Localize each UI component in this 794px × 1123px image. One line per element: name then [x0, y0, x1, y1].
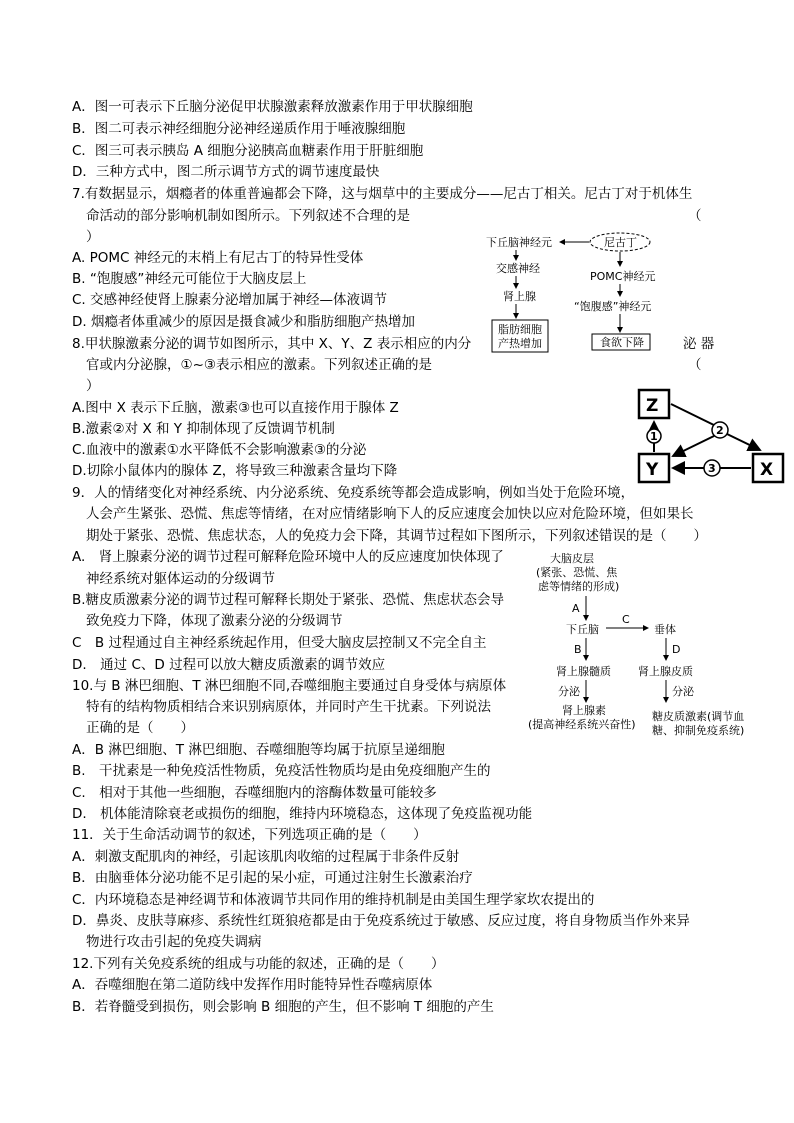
q9-option-a-line1: A. 肾上腺素分泌的调节过程可解释危险环境中人的反应速度加快体现了 [72, 549, 504, 565]
q8-hormone-1: 1 [650, 430, 658, 443]
q7-sympathetic: 交感神经 [496, 262, 540, 275]
q8-arrow-mid-x [727, 434, 760, 450]
q8-label-y: Y [646, 460, 659, 480]
q7-option-d: D. 烟瘾者体重减少的原因是摄食减少和脂肪细胞产热增加 [72, 314, 415, 330]
q8-hormone-3: 3 [708, 462, 716, 475]
q11-option-d-cont: 物进行攻击引起的免疫失调病 [86, 934, 262, 950]
q8-option-b: B.激素②对 X 和 Y 抑制体现了反馈调节机制 [72, 421, 335, 437]
q10-stem-line2: 特有的结构物质相结合来识别病原体，并同时产生干扰素。下列说法 [86, 699, 491, 715]
q9-stem-line1: 9．人的情绪变化对神经系统、内分泌系统、免疫系统等都会造成影响，例如当处于危险环境， [72, 485, 635, 501]
q8-arrow-mid-y [673, 436, 714, 456]
q9-cortex-line1: 大脑皮层 [550, 552, 594, 565]
q7-stem-line2: 命活动的部分影响机制如图所示。下列叙述不合理的是 [86, 208, 410, 224]
q9-option-d: D. 通过 C、D 过程可以放大糖皮质激素的调节效应 [72, 657, 386, 673]
q8-stem-line2: 官或内分泌腺，①~③表示相应的激素。下列叙述正确的是 [86, 357, 433, 373]
q7-paren-close: ） [86, 229, 100, 245]
q9-cortex-line3: 虑等情绪的形成) [538, 580, 620, 593]
q9-regulation-diagram [526, 548, 766, 744]
q9-pituitary: 垂体 [654, 623, 676, 636]
q9-stem-line2: 人会产生紧张、恐慌、焦虑等情绪，在对应情绪影响下人的反应速度会加快以应对危险环境，但如果长 [86, 506, 694, 522]
q9-option-b-line1: B.糖皮质激素分泌的调节过程可解释长期处于紧张、恐慌、焦虑状态会导 [72, 592, 505, 608]
q10-option-c: C. 相对于其他一些细胞，吞噬细胞内的溶酶体数量可能较多 [72, 785, 437, 801]
q10-stem-line1: 10.与 B 淋巴细胞、T 淋巴细胞不同,吞噬细胞主要通过自身受体与病原体 [72, 678, 507, 694]
q8-option-a: A.图中 X 表示下丘脑，激素③也可以直接作用于腺体 Z [72, 400, 399, 416]
q7-option-c: C. 交感神经使肾上腺素分泌增加属于神经—体液调节 [72, 292, 388, 308]
q9-secrete2: 分泌 [672, 685, 694, 698]
q8-option-d: D.切除小鼠体内的腺体 Z，将导致三种激素含量均下降 [72, 463, 398, 479]
q9-option-a-line2: 神经系统对躯体运动的分级调节 [86, 571, 275, 587]
q10-option-d: D. 机体能清除衰老或损伤的细胞，维持内环境稳态，这体现了免疫监视功能 [72, 806, 533, 822]
q11-option-d: D．鼻炎、皮肤荨麻疹、系统性红斑狼疮都是由于免疫系统过于敏感、反应过度，将自身物质当作外来异 [72, 913, 690, 929]
q7-hypothalamus-neuron: 下丘脑神经元 [486, 236, 552, 249]
q8-paren-open: （ [688, 357, 702, 373]
q8-option-c: C.血液中的激素①水平降低不会影响激素③的分泌 [72, 442, 367, 458]
q11-option-b: B．由脑垂体分泌功能不足引起的呆小症，可通过注射生长激素治疗 [72, 870, 473, 886]
q11-option-c: C．内环境稳态是神经调节和体液调节共同作用的维持机制是由美国生理学家坎农提出的 [72, 892, 595, 908]
q8-stem-line1: 8.甲状腺激素分泌的调节如图所示，其中 X、Y、Z 表示相应的内分 [72, 336, 472, 352]
q8-hormone-2: 2 [716, 424, 724, 437]
q10-option-b: B. 干扰素是一种免疫活性物质，免疫活性物质均是由免疫细胞产生的 [72, 763, 491, 779]
q7-satiety: “饱腹感”神经元 [574, 300, 652, 313]
q7-nicotine-diagram [478, 228, 718, 358]
q9-label-c: C [622, 613, 630, 626]
q6-option-a: A．图一可表示下丘脑分泌促甲状腺激素释放激素作用于甲状腺细胞 [72, 99, 473, 115]
q12-option-b: B．若脊髓受到损伤，则会影响 B 细胞的产生，但不影响 T 细胞的产生 [72, 999, 494, 1015]
q6-option-d: D．三种方式中，图二所示调节方式的调节速度最快 [72, 164, 380, 180]
q9-adrenal-medulla: 肾上腺髓质 [556, 665, 611, 678]
q11-option-a: A．刺激支配肌肉的神经，引起该肌肉收缩的过程属于非条件反射 [72, 849, 460, 865]
q9-stem-line3: 期处于紧张、恐慌、焦虑状态，人的免疫力会下降，其调节过程如下图所示，下列叙述错误的是（ ） [86, 528, 707, 544]
q9-label-a: A [572, 602, 580, 615]
q7-appetite: 食欲下降 [600, 336, 644, 349]
q9-option-c: C B 过程通过自主神经系统起作用，但受大脑皮层控制又不完全自主 [72, 635, 487, 651]
q9-adrenaline: 肾上腺素 [562, 704, 606, 717]
q7-pomc: POMC神经元 [590, 270, 656, 283]
q8-label-x: X [760, 460, 774, 480]
q8-thyroid-diagram [630, 384, 790, 484]
q6-option-b: B．图二可表示神经细胞分泌神经递质作用于唾液腺细胞 [72, 121, 406, 137]
q7-nicotine: 尼古丁 [604, 236, 637, 249]
q9-secrete1: 分泌 [558, 685, 580, 698]
q10-stem-line3: 正确的是（ ） [86, 720, 194, 736]
q8-stem-tail: 泌 器 [683, 336, 715, 352]
q8-label-z: Z [646, 396, 659, 416]
q8-paren-close: ） [86, 378, 100, 394]
q10-option-a: A．B 淋巴细胞、T 淋巴细胞、吞噬细胞等均属于抗原呈递细胞 [72, 742, 445, 758]
q9-glucocorticoid-line2: 糖、抑制免疫系统) [652, 724, 745, 737]
q7-option-a: A. POMC 神经元的末梢上有尼古丁的特异性受体 [72, 250, 364, 266]
q12-stem: 12.下列有关免疫系统的组成与功能的叙述，正确的是（ ） [72, 956, 445, 972]
q7-paren-open: （ [688, 208, 702, 224]
q6-option-c: C．图三可表示胰岛 A 细胞分泌胰高血糖素作用于肝脏细胞 [72, 143, 424, 159]
q9-adrenaline-note: (提高神经系统兴奋性) [528, 718, 636, 731]
q9-label-d: D [672, 643, 681, 656]
q7-stem-line1: 7.有数据显示，烟瘾者的体重普遍都会下降，这与烟草中的主要成分——尼古丁相关。尼古丁对于机体生 [72, 186, 693, 202]
q7-fat-line1: 脂肪细胞 [498, 323, 542, 336]
q9-cortex-line2: (紧张、恐慌、焦 [536, 566, 618, 579]
q9-hypothalamus: 下丘脑 [566, 623, 599, 636]
q7-fat-line2: 产热增加 [498, 337, 542, 350]
q7-adrenal: 肾上腺 [503, 290, 536, 303]
q8-line-z-mid [671, 404, 720, 428]
q12-option-a: A．吞噬细胞在第二道防线中发挥作用时能特异性吞噬病原体 [72, 977, 433, 993]
q11-stem: 11．关于生命活动调节的叙述，下列选项正确的是（ ） [72, 827, 427, 843]
q9-adrenal-cortex: 肾上腺皮质 [638, 665, 693, 678]
q9-glucocorticoid-line1: 糖皮质激素(调节血 [652, 710, 745, 723]
q9-option-b-line2: 致免疫力下降，体现了激素分泌的分级调节 [86, 613, 343, 629]
q7-option-b: B. “饱腹感”神经元可能位于大脑皮层上 [72, 271, 307, 287]
q9-label-b: B [574, 643, 582, 656]
